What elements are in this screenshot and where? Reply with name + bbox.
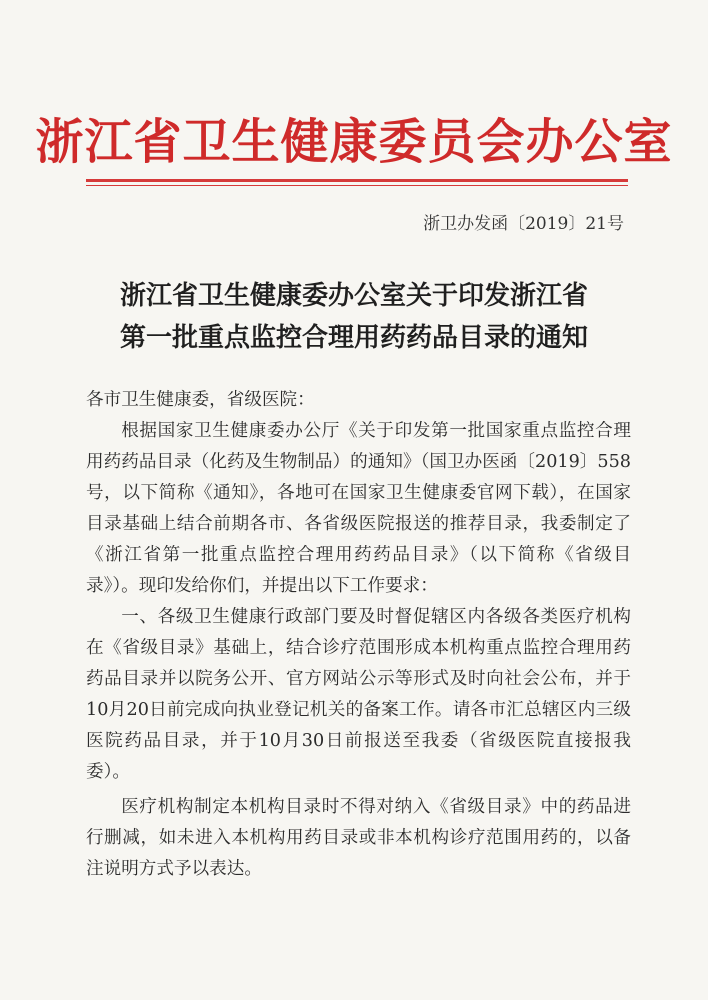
paragraph-1: 根据国家卫生健康委办公厅《关于印发第一批国家重点监控合理用药药品目录（化药及生物制品）的通知》（国卫办医函〔2019〕558号，以下简称《通知》，各地可在国家卫生健康委官网下载），在国家目录基础上结合前期各市、各省级医院报送的推荐目录，我委制定了《浙江省第一批重点监控合理用药药品目录》（以下简称《省级目录》）。现印发给你们，并提出以下工作要求： [86, 421, 631, 596]
document-title [0, 275, 708, 359]
paragraph-2: 一、各级卫生健康行政部门要及时督促辖区内各级各类医疗机构在《省级目录》基础上，结合诊疗范围形成本机构重点监控合理用药药品目录并以院务公开、官方网站公示等形式及时向社会公布，并于10月20日前完成向执业登记机关的备案工作。请各市汇总辖区内三级医院药品目录，并于10月30日前报送至我委（省级医院直接报我委）。 [86, 607, 631, 782]
header-red-rule-thick [86, 179, 628, 182]
document-title-line-2: 第一批重点监控合理用药药品目录的通知 [119, 323, 588, 353]
document-title-line-1: 浙江省卫生健康委办公室关于印发浙江省 [119, 281, 588, 311]
org-header-title: 浙江省卫生健康委员会办公室 [35, 114, 673, 170]
paragraph-3: 医疗机构制定本机构目录时不得对纳入《省级目录》中的药品进行删减，如未进入本机构用药目录或非本机构诊疗范围用药的，以备注说明方式予以表达。 [86, 797, 631, 879]
salutation: 各市卫生健康委，省级医院： [86, 390, 315, 410]
document-number: 浙卫办发函〔2019〕21号 [423, 214, 624, 234]
header-red-rule-thin [86, 185, 628, 186]
document-body [86, 385, 631, 885]
